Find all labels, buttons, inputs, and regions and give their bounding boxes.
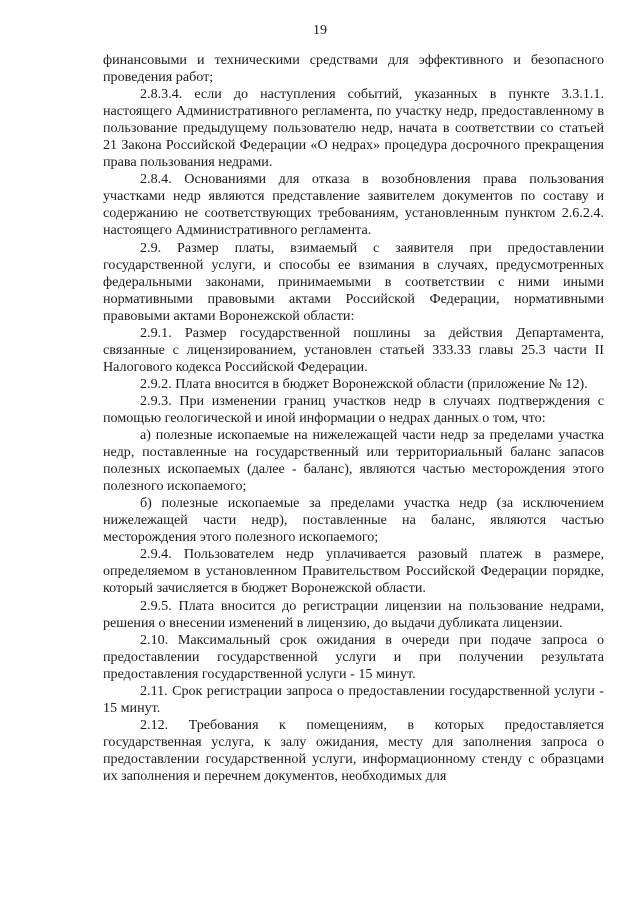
paragraph-2-9-3: 2.9.3. При изменении границ участков недр в случаях подтверждения с помощью геологической и иной информации о недрах данных о том, что: [103, 392, 604, 426]
paragraph-continuation: финансовыми и техническими средствами для эффективного и безопасного проведения работ; [103, 52, 604, 86]
paragraph-2-9-2: 2.9.2. Плата вносится в бюджет Воронежской области (приложение № 12). [140, 375, 588, 392]
paragraph-item-a: а) полезные ископаемые на нижележащей части недр за пределами участка недр, поставленные на государственный или территориальный баланс запасов полезных ископаемых (далее - баланс), являются частью месторождения этого полезного ископаемого; [103, 427, 604, 495]
paragraph-2-8-4: 2.8.4. Основаниями для отказа в возобновления права пользования участками недр являются представление заявителем документов по составу и содержанию не соответствующих требованиям, установленным пунктом 2.6.2.4. настоящего Административного регламента. [103, 171, 604, 239]
paragraph-2-12: 2.12. Требования к помещениям, в которых предоставляется государственная услуга, к залу ожидания, месту для заполнения запроса о предоставлении государственной услуги, информационному стенду с образцами их заполнения и перечнем документов, необходимых для [103, 716, 604, 784]
paragraph-2-8-3-4: 2.8.3.4. если до наступления событий, указанных в пункте 3.3.1.1. настоящего Административного регламента, по участку недр, предоставленному в пользование предыдущему пользователю недр, начата в соответствии со статьей 21 Закона Российской Федерации «О недрах» процедура досрочного прекращения права пользования недрами. [103, 86, 604, 171]
paragraph-2-9-4: 2.9.4. Пользователем недр уплачивается разовый платеж в размере, определяемом в установленном Правительством Российской Федерации порядке, который зачисляется в бюджет Воронежской области. [103, 546, 604, 597]
paragraph-item-b: б) полезные ископаемые за пределами участка недр (за исключением нижележащей части недр), поставленные на баланс, являются частью месторождения этого полезного ископаемого; [103, 495, 604, 546]
paragraph-2-9-5: 2.9.5. Плата вносится до регистрации лицензии на пользование недрами, решения о внесении изменений в лицензию, до выдачи дубликата лицензии. [103, 597, 604, 631]
paragraph-2-10: 2.10. Максимальный срок ожидания в очереди при подаче запроса о предоставлении государственной услуги и при получении результата предоставления государственной услуги - 15 минут. [103, 631, 604, 682]
document-body [103, 52, 604, 785]
page-number: 19 [313, 23, 327, 38]
paragraph-2-11: 2.11. Срок регистрации запроса о предоставлении государственной услуги - 15 минут. [103, 682, 604, 716]
paragraph-2-9-1: 2.9.1. Размер государственной пошлины за действия Департамента, связанные с лицензированием, установлен статьей 333.33 главы 25.3 части II Налогового кодекса Российской Федерации. [103, 324, 604, 375]
paragraph-2-9: 2.9. Размер платы, взимаемый с заявителя при предоставлении государственной услуги, и способы ее взимания в случаях, предусмотренных федеральными законами, принимаемыми в соответствии с ними иными нормативными правовыми актами Российской Федерации, нормативными правовыми актами Воронежской области: [103, 239, 604, 324]
